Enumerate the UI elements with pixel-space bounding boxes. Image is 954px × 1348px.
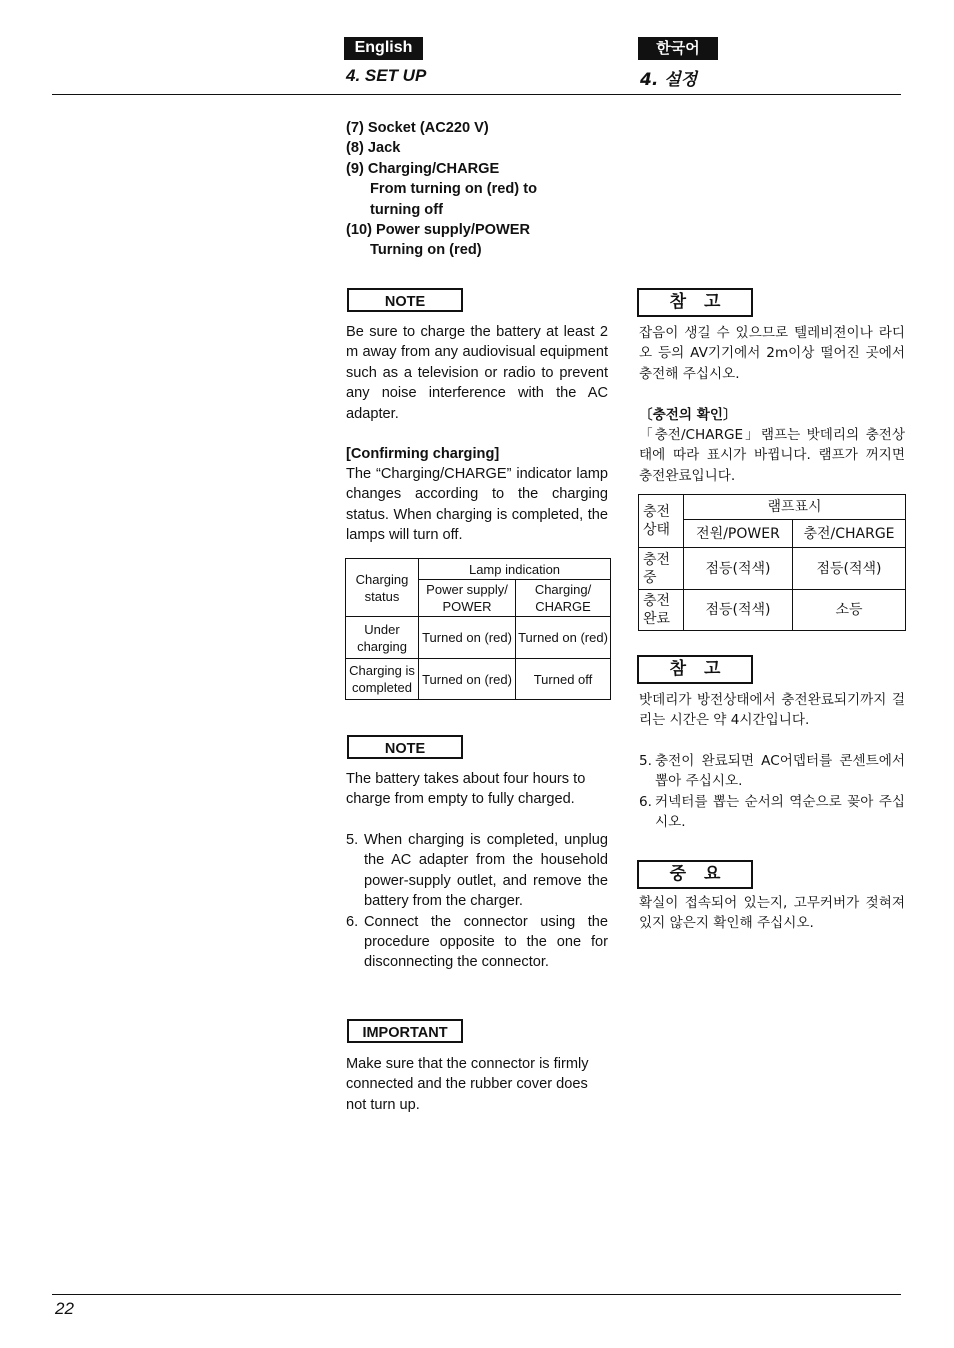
table-row	[639, 548, 906, 590]
korean-note-text-charge-time: 밧데리가 방전상태에서 충전완료되기까지 걸리는 시간은 약 4시간입니다.	[639, 692, 905, 729]
table-header-charge: Charging/ CHARGE	[516, 580, 611, 617]
footer-divider	[52, 1294, 901, 1295]
lamp-indication-table	[345, 558, 611, 700]
korean-important-label-box: 중요	[637, 860, 753, 889]
note-label-box: NOTE	[347, 288, 463, 312]
part-item-8: (8) Jack	[346, 140, 401, 157]
part-item-10-detail-1: Turning on (red)	[370, 242, 482, 259]
table-cell-charge: Turned off	[516, 659, 611, 700]
korean-table-header-status: 충전 상태	[639, 495, 684, 548]
page-number: 22	[55, 1299, 74, 1318]
korean-table-cell-status: 충전 완료	[639, 590, 684, 631]
language-tag-korean: 한국어	[638, 37, 718, 60]
list-item: 5. 충전이 완료되면 AC어뎁터를 콘센트에서 뽑아 주십시오.	[639, 753, 905, 790]
note-text-noise: Be sure to charge the battery at least 2 m away from any audiovisual equipment such as a television or radio to prevent any noise interference with the AC adapter.	[346, 324, 608, 422]
confirming-charging-heading: [Confirming charging]	[346, 446, 500, 462]
korean-table-cell-charge: 점등(적색)	[793, 548, 906, 590]
korean-table-header-lamp: 램프표시	[684, 495, 906, 520]
table-cell-charge: Turned on (red)	[516, 617, 611, 659]
part-item-9: (9) Charging/CHARGE	[346, 160, 500, 177]
table-header-lamp: Lamp indication	[419, 559, 611, 580]
korean-note-label-box: 참고	[637, 655, 753, 684]
steps-list	[346, 830, 608, 973]
table-row	[346, 617, 611, 659]
korean-note-text-noise: 잡음이 생길 수 있으므로 텔레비젼이나 라디오 등의 AV기기에서 2m이상 떨어진 곳에서 충전해 주십시오.	[639, 325, 905, 382]
korean-important-text: 확실이 접속되어 있는지, 고무커버가 젖혀져 있지 않은지 확인해 주십시오.	[639, 895, 905, 932]
table-header-status: Charging status	[346, 559, 419, 617]
confirming-charging-text: The “Charging/CHARGE” indicator lamp changes according to the charging status. When charging is completed, the lamps will turn off.	[346, 466, 608, 544]
part-item-9-detail-2: turning off	[370, 201, 443, 218]
header-divider	[52, 94, 901, 95]
table-cell-power: Turned on (red)	[419, 617, 516, 659]
part-item-9-detail-1: From turning on (red) to	[370, 181, 537, 198]
note-label-box: NOTE	[347, 735, 463, 759]
korean-table-header-charge: 충전/CHARGE	[793, 520, 906, 548]
language-tag-english: English	[344, 37, 423, 60]
table-row	[639, 590, 906, 631]
part-item-10: (10) Power supply/POWER	[346, 222, 531, 239]
korean-note-label-box: 참고	[637, 288, 753, 317]
korean-table-cell-power: 점등(적색)	[684, 548, 793, 590]
korean-lamp-indication-table	[638, 494, 906, 631]
korean-table-cell-power: 점등(적색)	[684, 590, 793, 631]
list-item: 6. Connect the connector using the procedure opposite to the one for disconnecting the connector.	[346, 913, 608, 971]
section-title-english: 4. SET UP	[346, 66, 427, 85]
table-cell-power: Turned on (red)	[419, 659, 516, 700]
korean-table-header-power: 전원/POWER	[684, 520, 793, 548]
part-item-7: (7) Socket (AC220 V)	[346, 120, 489, 136]
korean-steps-list	[639, 751, 905, 833]
section-title-korean: 4. 설정	[640, 70, 698, 90]
table-row	[346, 659, 611, 700]
note-text-charge-time: The battery takes about four hours to charge from empty to fully charged.	[346, 771, 586, 808]
table-cell-status: Under charging	[346, 617, 419, 659]
list-item: 6. 커넥터를 뽑는 순서의 역순으로 꽂아 주십시오.	[639, 793, 905, 831]
korean-confirming-charging-text: 「충전/CHARGE」램프는 밧데리의 충전상태에 따라 표시가 바뀝니다. 램프가 꺼지면 충전완료입니다.	[639, 427, 905, 484]
list-item: 5. When charging is completed, unplug the AC adapter from the household power-supply outlet, and remove the battery from the charger.	[346, 832, 608, 910]
korean-confirming-charging-heading: 〔충전의 확인〕	[639, 407, 737, 423]
parts-list	[346, 118, 611, 261]
important-label-box: IMPORTANT	[347, 1019, 463, 1043]
korean-table-cell-status: 충전 중	[639, 548, 684, 590]
table-cell-status: Charging is completed	[346, 659, 419, 700]
korean-table-cell-charge: 소등	[793, 590, 906, 631]
important-text: Make sure that the connector is firmly connected and the rubber cover does not turn up.	[346, 1056, 589, 1113]
table-header-power: Power supply/ POWER	[419, 580, 516, 617]
